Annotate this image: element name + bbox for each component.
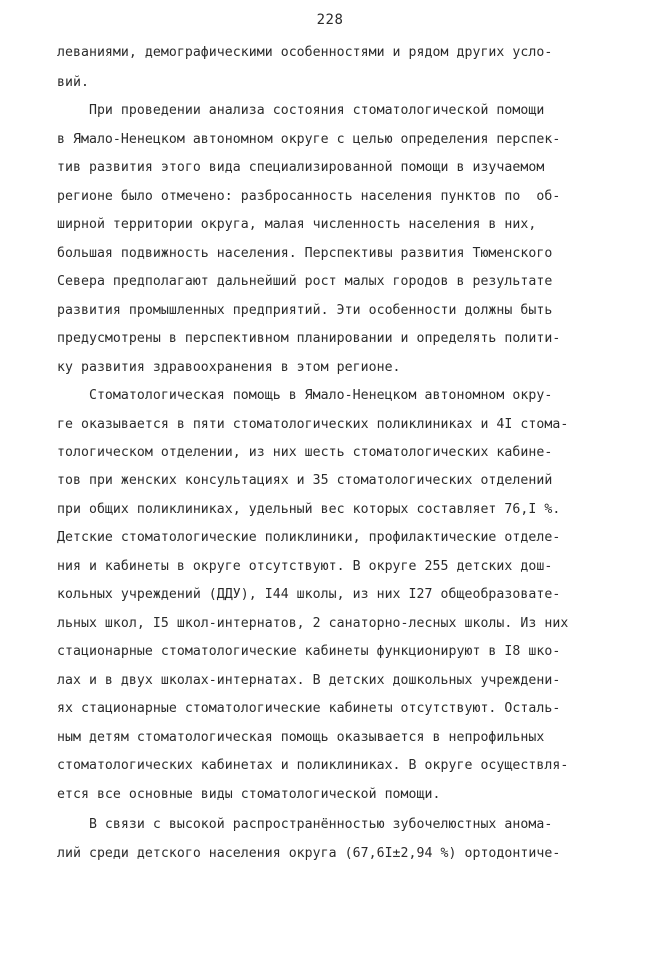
text-line: ге оказывается в пяти стоматологических поликлиниках и 4I стома- — [57, 417, 569, 432]
text-line: ным детям стоматологическая помощь оказывается в непрофильных — [57, 730, 545, 745]
text-line: регионе было отмечено: разбросанность населения пунктов по об- — [57, 189, 561, 204]
text-line: ется все основные виды стоматологической помощи. — [57, 787, 441, 802]
text-line: при общих поликлиниках, удельный вес которых составляет 76,I %. — [57, 502, 561, 517]
text-line: лах и в двух школах-интернатах. В детских дошкольных учреждени- — [57, 673, 561, 688]
text-line: кольных учреждений (ДДУ), I44 школы, из них I27 общеобразовате- — [57, 587, 561, 602]
text-line: развития промышленных предприятий. Эти особенности должны быть — [57, 303, 553, 318]
page-number: 228 — [316, 12, 344, 28]
text-line: лий среди детского населения округа (67,6I±2,94 %) ортодонтиче- — [57, 846, 561, 861]
text-line: тив развития этого вида специализированной помощи в изучаемом — [57, 160, 545, 175]
text-line: Стоматологическая помощь в Ямало-Ненецком автономном окру- — [57, 388, 553, 403]
text-line: В связи с высокой распространённостью зубочелюстных анома- — [57, 817, 553, 832]
text-line: льных школ, I5 школ-интернатов, 2 санаторно-лесных школы. Из них — [57, 616, 569, 631]
text-line: стоматологических кабинетах и поликлиниках. В округе осуществля- — [57, 758, 569, 773]
text-line: в Ямало-Ненецком автономном округе с целью определения перспек- — [57, 132, 561, 147]
text-line: При проведении анализа состояния стоматологической помощи — [57, 103, 545, 118]
text-line: предусмотрены в перспективном планировании и определять полити- — [57, 331, 561, 346]
text-line: тов при женских консультациях и 35 стоматологических отделений — [57, 473, 553, 488]
text-line: ку развития здравоохранения в этом регионе. — [57, 360, 401, 375]
text-line: ширной территории округа, малая численность населения в них, — [57, 217, 537, 232]
text-line: Детские стоматологические поликлиники, профилактические отделе- — [57, 530, 561, 545]
text-line: тологическом отделении, из них шесть стоматологических кабине- — [57, 445, 553, 460]
text-line: большая подвижность населения. Перспективы развития Тюменского — [57, 246, 553, 261]
text-line: стационарные стоматологические кабинеты функционируют в I8 шко- — [57, 644, 561, 659]
text-line: вий. — [57, 75, 89, 90]
text-line: ния и кабинеты в округе отсутствуют. В округе 255 детских дош- — [57, 559, 553, 574]
text-line: Севера предполагают дальнейший рост малых городов в результате — [57, 274, 553, 289]
text-line: ях стационарные стоматологические кабинеты отсутствуют. Осталь- — [57, 701, 561, 716]
text-line: леваниями, демографическими особенностями и рядом других усло- — [57, 45, 553, 60]
